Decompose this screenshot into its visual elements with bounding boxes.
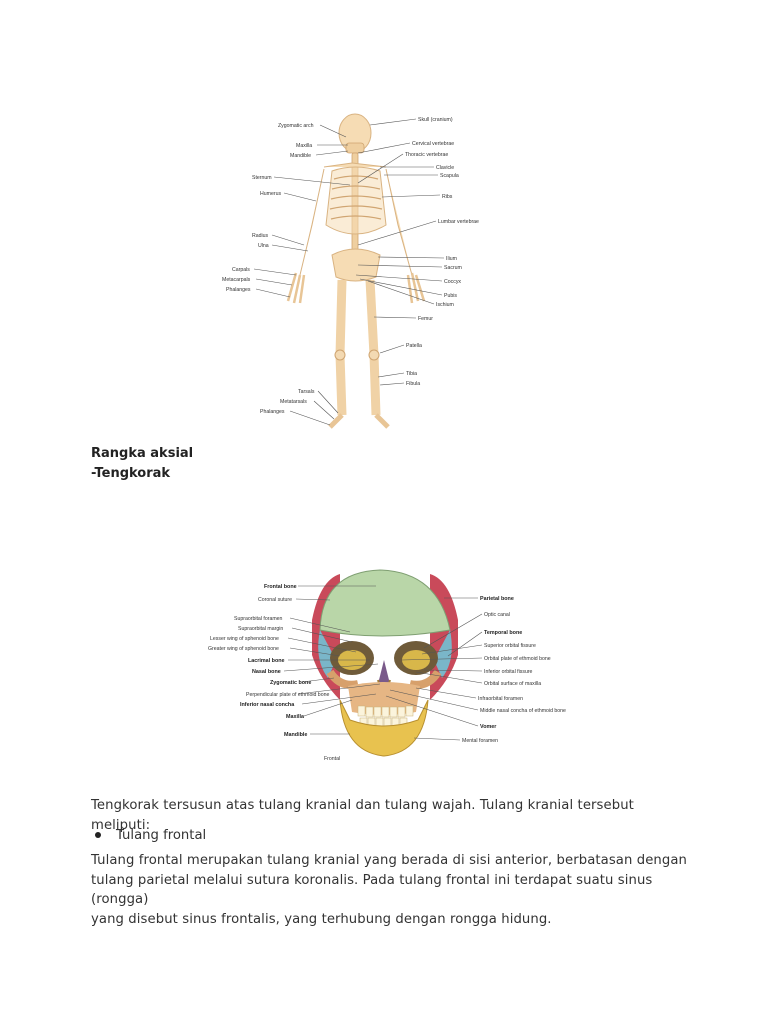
label-lesser-wing: Lesser wing of sphenoid bone: [210, 636, 279, 642]
label-pubis: Pubis: [444, 293, 457, 299]
label-inferior-nasal-concha: Inferior nasal concha: [240, 702, 295, 708]
label-orbital-plate-ethmoid: Orbital plate of ethmoid bone: [484, 656, 551, 662]
label-cervical-vertebrae: Cervical vertebrae: [412, 141, 455, 147]
label-temporal-bone: Temporal bone: [484, 630, 523, 636]
bullet-icon: [95, 832, 101, 838]
section-subheading: -Tengkorak: [91, 466, 171, 481]
label-nasal-bone: Nasal bone: [252, 669, 281, 675]
label-maxilla: Maxilla: [296, 143, 313, 149]
label-supraorbital-foramen: Supraorbital foramen: [234, 616, 283, 622]
label-carpals: Carpals: [232, 267, 250, 273]
skull-illustration: [180, 560, 580, 765]
label-fibula: Fibula: [406, 381, 421, 387]
label-superior-orbital-fissure: Superior orbital fissure: [484, 643, 536, 649]
label-phalanges-hand: Phalanges: [226, 287, 251, 293]
intro-paragraph: Tengkorak tersusun atas tulang kranial dan tulang wajah. Tulang kranial tersebut meliputi:: [91, 798, 634, 833]
label-thoracic-vertebrae: Thoracic vertebrae: [405, 152, 449, 158]
label-metacarpals: Metacarpals: [222, 277, 251, 283]
paragraph-line-1: Tulang frontal merupakan tulang kranial yang berada di sisi anterior, berbatasan dengan: [91, 853, 687, 868]
label-middle-nasal-concha: Middle nasal concha of ethmoid bone: [480, 708, 566, 714]
bullet-text: Tulang frontal: [116, 828, 207, 843]
section-heading: Rangka aksial: [91, 446, 194, 461]
label-ulna: Ulna: [258, 243, 269, 249]
label-frontal-bone: Frontal bone: [264, 584, 297, 590]
label-parietal-bone: Parietal bone: [480, 596, 514, 602]
label-ilium: Ilium: [446, 256, 457, 262]
skull-view-caption: Frontal: [324, 756, 341, 762]
label-radius: Radius: [252, 233, 269, 239]
label-zygomatic-arch: Zygomatic arch: [278, 123, 314, 129]
label-sternum: Sternum: [252, 175, 272, 181]
label-zygomatic-bone: Zygomatic bone: [270, 680, 312, 686]
label-perpendicular-plate: Perpendicular plate of ethmoid bone: [246, 692, 330, 698]
paragraph-line-2: tulang parietal melalui sutura koronalis. Pada tulang frontal ini terdapat suatu sinus (rongga): [91, 872, 653, 907]
label-patella: Patella: [406, 343, 422, 349]
label-vomer: Vomer: [480, 724, 497, 730]
paragraph-line-3: yang disebut sinus frontalis, yang terhubung dengan rongga hidung.: [91, 911, 552, 927]
label-infraorbital-foramen: Infraorbital foramen: [478, 696, 523, 702]
label-metatarsals: Metatarsals: [280, 399, 307, 405]
frontal-bone-paragraph: [91, 851, 691, 929]
label-skull: Skull (cranium): [418, 117, 453, 123]
bullet-list-item: [95, 828, 206, 843]
label-ribs: Ribs: [442, 194, 453, 200]
label-humerus: Humerus: [260, 191, 282, 197]
label-optic-canal: Optic canal: [484, 612, 510, 618]
label-mental-foramen: Mental foramen: [462, 738, 499, 744]
label-clavicle: Clavicle: [436, 165, 455, 171]
label-supraorbital-margin: Supraorbital margin: [238, 626, 284, 632]
label-coronal-suture: Coronal suture: [258, 597, 293, 603]
label-mandible: Mandible: [284, 732, 308, 738]
label-sacrum: Sacrum: [444, 265, 462, 271]
label-lacrimal-bone: Lacrimal bone: [248, 658, 285, 664]
label-femur: Femur: [418, 316, 433, 322]
label-greater-wing: Greater wing of sphenoid bone: [208, 646, 279, 652]
skeleton-illustration: [200, 105, 570, 440]
label-ischium: Ischium: [436, 302, 454, 308]
label-inferior-orbital-fissure: Inferior orbital fissure: [484, 669, 533, 675]
label-orbital-surface-maxilla: Orbital surface of maxilla: [484, 681, 542, 687]
label-coccyx: Coccyx: [444, 279, 462, 285]
skeleton-figure: [200, 105, 570, 440]
label-phalanges-foot: Phalanges: [260, 409, 285, 415]
label-tibia: Tibia: [406, 371, 418, 377]
skull-figure: [180, 560, 580, 765]
label-lumbar-vertebrae: Lumbar vertebrae: [438, 219, 479, 225]
label-mandible: Mandible: [290, 153, 312, 159]
label-scapula: Scapula: [440, 173, 459, 179]
label-maxilla: Maxilla: [286, 714, 304, 720]
label-tarsals: Tarsals: [298, 389, 315, 395]
